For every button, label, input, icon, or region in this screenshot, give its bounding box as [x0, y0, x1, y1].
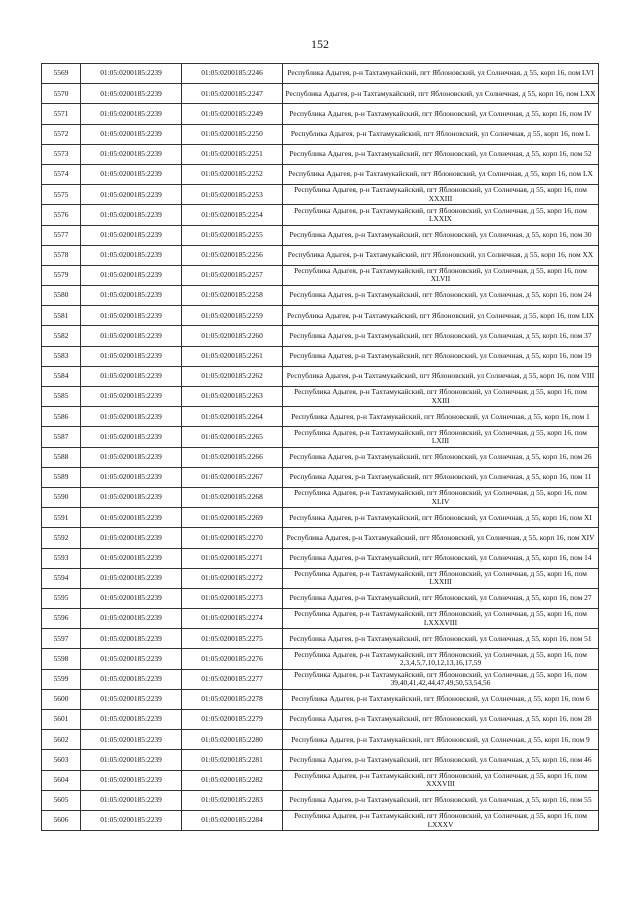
- address-prefix: Республика Адыгея, р-н Тахтамукайский, пгт Яблоновский, ул Солнечная, д 55, корп 16, пом: [294, 427, 587, 437]
- address-prefix: Республика Адыгея, р-н Тахтамукайский, пгт Яблоновский, ул Солнечная, д 55, корп 16, пом: [289, 290, 585, 300]
- row-number-cell: 5597: [42, 629, 81, 649]
- room-number: 24: [584, 290, 592, 300]
- parent-cadastral-cell: 01:05:0200185:2239: [81, 649, 182, 669]
- room-number: XI: [583, 512, 592, 522]
- address-cell: [283, 467, 599, 487]
- address-prefix: Республика Адыгея, р-н Тахтамукайский, пгт Яблоновский, ул Солнечная, д 55, корп 16, пом: [289, 451, 585, 461]
- parent-cadastral-cell: 01:05:0200185:2239: [81, 609, 182, 629]
- room-number: LX: [582, 169, 593, 179]
- address-prefix: Республика Адыгея, р-н Тахтамукайский, пгт Яблоновский, ул Солнечная, д 55, корп 16, пом: [289, 714, 585, 724]
- address-prefix: Республика Адыгея, р-н Тахтамукайский, пгт Яблоновский, ул Солнечная, д 55, корп 16, пом: [286, 310, 582, 320]
- row-number-cell: 5586: [42, 407, 81, 427]
- parent-cadastral-cell: 01:05:0200185:2239: [81, 306, 182, 326]
- cadastral-number-cell: 01:05:0200185:2259: [182, 306, 283, 326]
- room-number: LXX: [580, 88, 596, 98]
- address-cell: [283, 104, 599, 124]
- row-number-cell: 5599: [42, 669, 81, 689]
- table-row: [42, 568, 599, 588]
- room-number: 55: [584, 795, 592, 805]
- room-number: IV: [583, 108, 592, 118]
- room-number: 14: [584, 552, 592, 562]
- row-number-cell: 5572: [42, 124, 81, 144]
- row-number-cell: 5598: [42, 649, 81, 669]
- room-number: 19: [584, 351, 592, 361]
- room-number: XIV: [581, 532, 595, 542]
- address-prefix: Республика Адыгея, р-н Тахтамукайский, пгт Яблоновский, ул Солнечная, д 55, корп 16, пом: [289, 754, 585, 764]
- parent-cadastral-cell: 01:05:0200185:2239: [81, 588, 182, 608]
- cadastral-number-cell: 01:05:0200185:2271: [182, 548, 283, 568]
- address-prefix: Республика Адыгея, р-н Тахтамукайский, пгт Яблоновский, ул Солнечная, д 55, корп 16, пом: [289, 552, 585, 562]
- table-row: [42, 528, 599, 548]
- address-cell: [283, 649, 599, 669]
- cadastral-number-cell: 01:05:0200185:2249: [182, 104, 283, 124]
- parent-cadastral-cell: 01:05:0200185:2239: [81, 447, 182, 467]
- cadastral-number-cell: 01:05:0200185:2267: [182, 467, 283, 487]
- parent-cadastral-cell: 01:05:0200185:2239: [81, 790, 182, 810]
- parent-cadastral-cell: 01:05:0200185:2239: [81, 770, 182, 790]
- room-number: 51: [584, 633, 592, 643]
- parent-cadastral-cell: 01:05:0200185:2239: [81, 710, 182, 730]
- table-row: [42, 649, 599, 669]
- address-cell: [283, 366, 599, 386]
- row-number-cell: 5591: [42, 508, 81, 528]
- row-number-cell: 5605: [42, 790, 81, 810]
- address-prefix: Республика Адыгея, р-н Тахтамукайский, пгт Яблоновский, ул Солнечная, д 55, корп 16, пом: [294, 568, 587, 578]
- address-cell: [283, 387, 599, 407]
- address-prefix: Республика Адыгея, р-н Тахтамукайский, пгт Яблоновский, ул Солнечная, д 55, корп 16, пом: [294, 185, 587, 195]
- parent-cadastral-cell: 01:05:0200185:2239: [81, 730, 182, 750]
- row-number-cell: 5587: [42, 427, 81, 447]
- table-row: [42, 387, 599, 407]
- parent-cadastral-cell: 01:05:0200185:2239: [81, 144, 182, 164]
- cadastral-number-cell: 01:05:0200185:2255: [182, 225, 283, 245]
- row-number-cell: 5589: [42, 467, 81, 487]
- address-cell: [283, 669, 599, 689]
- parent-cadastral-cell: 01:05:0200185:2239: [81, 750, 182, 770]
- room-number: XLIV: [431, 496, 450, 506]
- room-number: LXXIX: [429, 213, 452, 223]
- cadastral-number-cell: 01:05:0200185:2277: [182, 669, 283, 689]
- row-number-cell: 5583: [42, 346, 81, 366]
- row-number-cell: 5603: [42, 750, 81, 770]
- row-number-cell: 5573: [42, 144, 81, 164]
- row-number-cell: 5595: [42, 588, 81, 608]
- table-row: [42, 245, 599, 265]
- row-number-cell: 5574: [42, 164, 81, 184]
- address-prefix: Республика Адыгея, р-н Тахтамукайский, пгт Яблоновский, ул Солнечная, д 55, корп 16, пом: [291, 734, 587, 744]
- address-cell: [283, 508, 599, 528]
- address-cell: [283, 810, 599, 830]
- row-number-cell: 5571: [42, 104, 81, 124]
- row-number-cell: 5580: [42, 286, 81, 306]
- address-cell: [283, 750, 599, 770]
- cadastral-number-cell: 01:05:0200185:2272: [182, 568, 283, 588]
- row-number-cell: 5600: [42, 689, 81, 709]
- address-prefix: Республика Адыгея, р-н Тахтамукайский, пгт Яблоновский, ул Солнечная, д 55, корп 16, пом: [294, 770, 587, 780]
- address-cell: [283, 124, 599, 144]
- room-number: 46: [584, 754, 592, 764]
- room-number: L: [585, 128, 591, 138]
- parent-cadastral-cell: 01:05:0200185:2239: [81, 64, 182, 84]
- parent-cadastral-cell: 01:05:0200185:2239: [81, 407, 182, 427]
- row-number-cell: 5606: [42, 810, 81, 830]
- parent-cadastral-cell: 01:05:0200185:2239: [81, 366, 182, 386]
- address-prefix: Республика Адыгея, р-н Тахтамукайский, пгт Яблоновский, ул Солнечная, д 55, корп 16, пом: [289, 795, 585, 805]
- cadastral-number-cell: 01:05:0200185:2269: [182, 508, 283, 528]
- parent-cadastral-cell: 01:05:0200185:2239: [81, 245, 182, 265]
- parent-cadastral-cell: 01:05:0200185:2239: [81, 487, 182, 507]
- table-row: [42, 669, 599, 689]
- cadastral-number-cell: 01:05:0200185:2284: [182, 810, 283, 830]
- room-number: 52: [584, 149, 592, 159]
- cadastral-number-cell: 01:05:0200185:2264: [182, 407, 283, 427]
- parent-cadastral-cell: 01:05:0200185:2239: [81, 387, 182, 407]
- table-row: [42, 750, 599, 770]
- parent-cadastral-cell: 01:05:0200185:2239: [81, 225, 182, 245]
- parent-cadastral-cell: 01:05:0200185:2239: [81, 346, 182, 366]
- table-row: [42, 84, 599, 104]
- cadastral-number-cell: 01:05:0200185:2274: [182, 609, 283, 629]
- address-prefix: Республика Адыгея, р-н Тахтамукайский, пгт Яблоновский, ул Солнечная, д 55, корп 16, пом: [289, 330, 585, 340]
- address-prefix: Республика Адыгея, р-н Тахтамукайский, пгт Яблоновский, ул Солнечная, д 55, корп 16, пом: [294, 649, 587, 659]
- parent-cadastral-cell: 01:05:0200185:2239: [81, 467, 182, 487]
- room-number: LXXXV: [427, 819, 454, 829]
- cadastral-number-cell: 01:05:0200185:2257: [182, 265, 283, 285]
- row-number-cell: 5601: [42, 710, 81, 730]
- table-row: [42, 326, 599, 346]
- room-number: 27: [584, 593, 592, 603]
- room-number: 11: [584, 472, 592, 482]
- parent-cadastral-cell: 01:05:0200185:2239: [81, 689, 182, 709]
- parent-cadastral-cell: 01:05:0200185:2239: [81, 124, 182, 144]
- parent-cadastral-cell: 01:05:0200185:2239: [81, 185, 182, 205]
- cadastral-number-cell: 01:05:0200185:2282: [182, 770, 283, 790]
- row-number-cell: 5592: [42, 528, 81, 548]
- parent-cadastral-cell: 01:05:0200185:2239: [81, 286, 182, 306]
- row-number-cell: 5593: [42, 548, 81, 568]
- address-prefix: Республика Адыгея, р-н Тахтамукайский, пгт Яблоновский, ул Солнечная, д 55, корп 16, пом: [294, 387, 587, 397]
- parent-cadastral-cell: 01:05:0200185:2239: [81, 164, 182, 184]
- table-row: [42, 609, 599, 629]
- room-number: LIX: [581, 310, 595, 320]
- address-cell: [283, 245, 599, 265]
- address-prefix: Республика Адыгея, р-н Тахтамукайский, пгт Яблоновский, ул Солнечная, д 55, корп 16, пом: [294, 205, 587, 215]
- room-number: XXXVIII: [426, 779, 455, 789]
- cadastral-number-cell: 01:05:0200185:2258: [182, 286, 283, 306]
- address-cell: [283, 447, 599, 467]
- row-number-cell: 5569: [42, 64, 81, 84]
- table-row: [42, 508, 599, 528]
- row-number-cell: 5585: [42, 387, 81, 407]
- table-row: [42, 689, 599, 709]
- address-prefix: Республика Адыгея, р-н Тахтамукайский, пгт Яблоновский, ул Солнечная, д 55, корп 16, пом: [289, 108, 584, 118]
- address-prefix: Республика Адыгея, р-н Тахтамукайский, пгт Яблоновский, ул Солнечная, д 55, корп 16, пом: [287, 68, 583, 78]
- parent-cadastral-cell: 01:05:0200185:2239: [81, 326, 182, 346]
- row-number-cell: 5602: [42, 730, 81, 750]
- cadastral-number-cell: 01:05:0200185:2266: [182, 447, 283, 467]
- address-cell: [283, 487, 599, 507]
- cadastral-number-cell: 01:05:0200185:2280: [182, 730, 283, 750]
- table-row: [42, 225, 599, 245]
- address-cell: [283, 427, 599, 447]
- cadastral-number-cell: 01:05:0200185:2279: [182, 710, 283, 730]
- row-number-cell: 5582: [42, 326, 81, 346]
- table-row: [42, 144, 599, 164]
- room-number: XXXIII: [428, 193, 453, 203]
- parent-cadastral-cell: 01:05:0200185:2239: [81, 548, 182, 568]
- table-row: [42, 467, 599, 487]
- address-cell: [283, 64, 599, 84]
- table-row: [42, 810, 599, 830]
- row-number-cell: 5577: [42, 225, 81, 245]
- cadastral-number-cell: 01:05:0200185:2250: [182, 124, 283, 144]
- table-row: [42, 104, 599, 124]
- table-row: [42, 366, 599, 386]
- cadastral-number-cell: 01:05:0200185:2254: [182, 205, 283, 225]
- address-cell: [283, 286, 599, 306]
- cadastral-number-cell: 01:05:0200185:2247: [182, 84, 283, 104]
- address-cell: [283, 306, 599, 326]
- cadastral-number-cell: 01:05:0200185:2281: [182, 750, 283, 770]
- room-number: XLVII: [430, 274, 451, 284]
- table-row: [42, 730, 599, 750]
- parent-cadastral-cell: 01:05:0200185:2239: [81, 427, 182, 447]
- address-cell: [283, 770, 599, 790]
- address-prefix: Республика Адыгея, р-н Тахтамукайский, пгт Яблоновский, ул Солнечная, д 55, корп 16, пом: [294, 669, 587, 679]
- room-number: LXXIII: [429, 577, 452, 587]
- room-number: LXIII: [431, 435, 450, 445]
- address-cell: [283, 225, 599, 245]
- address-prefix: Республика Адыгея, р-н Тахтамукайский, пгт Яблоновский, ул Солнечная, д 55, корп 16, пом: [294, 488, 587, 498]
- address-cell: [283, 629, 599, 649]
- room-number: 39,40,41,42,44,47,49,50,53,54,56: [390, 678, 491, 688]
- address-cell: [283, 205, 599, 225]
- room-number: LVI: [582, 68, 594, 78]
- row-number-cell: 5590: [42, 487, 81, 507]
- room-number: 1: [586, 411, 590, 421]
- room-number: 6: [586, 694, 590, 704]
- cadastral-number-cell: 01:05:0200185:2265: [182, 427, 283, 447]
- address-cell: [283, 710, 599, 730]
- row-number-cell: 5594: [42, 568, 81, 588]
- room-number: 37: [584, 330, 592, 340]
- address-cell: [283, 568, 599, 588]
- cadastral-number-cell: 01:05:0200185:2273: [182, 588, 283, 608]
- parent-cadastral-cell: 01:05:0200185:2239: [81, 205, 182, 225]
- address-prefix: Республика Адыгея, р-н Тахтамукайский, пгт Яблоновский, ул Солнечная, д 55, корп 16, пом: [289, 351, 585, 361]
- parent-cadastral-cell: 01:05:0200185:2239: [81, 265, 182, 285]
- address-prefix: Республика Адыгея, р-н Тахтамукайский, пгт Яблоновский, ул Солнечная, д 55, корп 16, пом: [290, 128, 586, 138]
- table-row: [42, 629, 599, 649]
- address-prefix: Республика Адыгея, р-н Тахтамукайский, пгт Яблоновский, ул Солнечная, д 55, корп 16, пом: [288, 169, 583, 179]
- address-prefix: Республика Адыгея, р-н Тахтамукайский, пгт Яблоновский, ул Солнечная, д 55, корп 16, пом: [289, 593, 585, 603]
- table-row: [42, 185, 599, 205]
- page-number: 152: [311, 37, 329, 51]
- address-prefix: Республика Адыгея, р-н Тахтамукайский, пгт Яблоновский, ул Солнечная, д 55, корп 16, пом: [289, 633, 585, 643]
- address-cell: [283, 790, 599, 810]
- table-row: [42, 205, 599, 225]
- table-row: [42, 710, 599, 730]
- address-cell: [283, 326, 599, 346]
- address-prefix: Республика Адыгея, р-н Тахтамукайский, пгт Яблоновский, ул Солнечная, д 55, корп 16, пом: [294, 609, 587, 619]
- cadastral-number-cell: 01:05:0200185:2261: [182, 346, 283, 366]
- row-number-cell: 5596: [42, 609, 81, 629]
- table-row: [42, 770, 599, 790]
- address-cell: [283, 548, 599, 568]
- row-number-cell: 5578: [42, 245, 81, 265]
- row-number-cell: 5570: [42, 84, 81, 104]
- cadastral-number-cell: 01:05:0200185:2262: [182, 366, 283, 386]
- address-cell: [283, 588, 599, 608]
- address-prefix: Республика Адыгея, р-н Тахтамукайский, пгт Яблоновский, ул Солнечная, д 55, корп 16, пом: [294, 811, 587, 821]
- table-row: [42, 588, 599, 608]
- parent-cadastral-cell: 01:05:0200185:2239: [81, 84, 182, 104]
- row-number-cell: 5584: [42, 366, 81, 386]
- address-prefix: Республика Адыгея, р-н Тахтамукайский, пгт Яблоновский, ул Солнечная, д 55, корп 16, пом: [291, 694, 587, 704]
- address-cell: [283, 689, 599, 709]
- cadastral-number-cell: 01:05:0200185:2260: [182, 326, 283, 346]
- address-prefix: Республика Адыгея, р-н Тахтамукайский, пгт Яблоновский, ул Солнечная, д 55, корп 16, пом: [285, 88, 581, 98]
- room-number: 26: [584, 451, 592, 461]
- table-row: [42, 487, 599, 507]
- row-number-cell: 5576: [42, 205, 81, 225]
- room-number: XX: [582, 250, 594, 260]
- row-number-cell: 5588: [42, 447, 81, 467]
- table-row: [42, 346, 599, 366]
- address-prefix: Республика Адыгея, р-н Тахтамукайский, пгт Яблоновский, ул Солнечная, д 55, корп 16, пом: [289, 149, 585, 159]
- parent-cadastral-cell: 01:05:0200185:2239: [81, 104, 182, 124]
- address-cell: [283, 185, 599, 205]
- room-number: 9: [586, 734, 590, 744]
- parent-cadastral-cell: 01:05:0200185:2239: [81, 629, 182, 649]
- cadastral-number-cell: 01:05:0200185:2278: [182, 689, 283, 709]
- row-number-cell: 5575: [42, 185, 81, 205]
- table-row: [42, 407, 599, 427]
- address-prefix: Республика Адыгея, р-н Тахтамукайский, пгт Яблоновский, ул Солнечная, д 55, корп 16, пом: [287, 250, 583, 260]
- address-prefix: Республика Адыгея, р-н Тахтамукайский, пгт Яблоновский, ул Солнечная, д 55, корп 16, пом: [289, 472, 585, 482]
- room-number: 28: [584, 714, 592, 724]
- cadastral-number-cell: 01:05:0200185:2276: [182, 649, 283, 669]
- table-row: [42, 427, 599, 447]
- parent-cadastral-cell: 01:05:0200185:2239: [81, 528, 182, 548]
- row-number-cell: 5579: [42, 265, 81, 285]
- room-number: 30: [584, 229, 592, 239]
- parent-cadastral-cell: 01:05:0200185:2239: [81, 508, 182, 528]
- table-row: [42, 790, 599, 810]
- table-row: [42, 164, 599, 184]
- address-prefix: Республика Адыгея, р-н Тахтамукайский, пгт Яблоновский, ул Солнечная, д 55, корп 16, пом: [286, 532, 582, 542]
- address-cell: [283, 144, 599, 164]
- address-prefix: Республика Адыгея, р-н Тахтамукайский, пгт Яблоновский, ул Солнечная, д 55, корп 16, пом: [294, 266, 587, 276]
- row-number-cell: 5581: [42, 306, 81, 326]
- registry-table: [41, 63, 599, 831]
- table-row: [42, 306, 599, 326]
- registry-table-body: [42, 64, 599, 831]
- table-row: [42, 124, 599, 144]
- address-cell: [283, 346, 599, 366]
- row-number-cell: 5604: [42, 770, 81, 790]
- parent-cadastral-cell: 01:05:0200185:2239: [81, 810, 182, 830]
- address-cell: [283, 730, 599, 750]
- address-cell: [283, 407, 599, 427]
- table-row: [42, 447, 599, 467]
- address-prefix: Республика Адыгея, р-н Тахтамукайский, пгт Яблоновский, ул Солнечная, д 55, корп 16, пом: [289, 512, 584, 522]
- address-prefix: Республика Адыгея, р-н Тахтамукайский, пгт Яблоновский, ул Солнечная, д 55, корп 16, пом: [286, 371, 582, 381]
- address-prefix: Республика Адыгея, р-н Тахтамукайский, пгт Яблоновский, ул Солнечная, д 55, корп 16, пом: [291, 411, 587, 421]
- cadastral-number-cell: 01:05:0200185:2246: [182, 64, 283, 84]
- cadastral-number-cell: 01:05:0200185:2283: [182, 790, 283, 810]
- table-row: [42, 548, 599, 568]
- table-row: [42, 286, 599, 306]
- address-cell: [283, 609, 599, 629]
- room-number: 2,3,4,5,7,10,12,13,16,17,59: [399, 658, 482, 668]
- cadastral-number-cell: 01:05:0200185:2256: [182, 245, 283, 265]
- table-row: [42, 64, 599, 84]
- room-number: VIII: [581, 371, 595, 381]
- address-cell: [283, 265, 599, 285]
- address-cell: [283, 528, 599, 548]
- cadastral-number-cell: 01:05:0200185:2251: [182, 144, 283, 164]
- cadastral-number-cell: 01:05:0200185:2253: [182, 185, 283, 205]
- address-prefix: Республика Адыгея, р-н Тахтамукайский, пгт Яблоновский, ул Солнечная, д 55, корп 16, пом: [289, 229, 585, 239]
- address-cell: [283, 164, 599, 184]
- cadastral-number-cell: 01:05:0200185:2268: [182, 487, 283, 507]
- cadastral-number-cell: 01:05:0200185:2252: [182, 164, 283, 184]
- parent-cadastral-cell: 01:05:0200185:2239: [81, 669, 182, 689]
- cadastral-number-cell: 01:05:0200185:2263: [182, 387, 283, 407]
- cadastral-number-cell: 01:05:0200185:2275: [182, 629, 283, 649]
- address-cell: [283, 84, 599, 104]
- cadastral-number-cell: 01:05:0200185:2270: [182, 528, 283, 548]
- room-number: XXIII: [431, 395, 450, 405]
- parent-cadastral-cell: 01:05:0200185:2239: [81, 568, 182, 588]
- room-number: LXXXVIII: [423, 617, 458, 627]
- table-row: [42, 265, 599, 285]
